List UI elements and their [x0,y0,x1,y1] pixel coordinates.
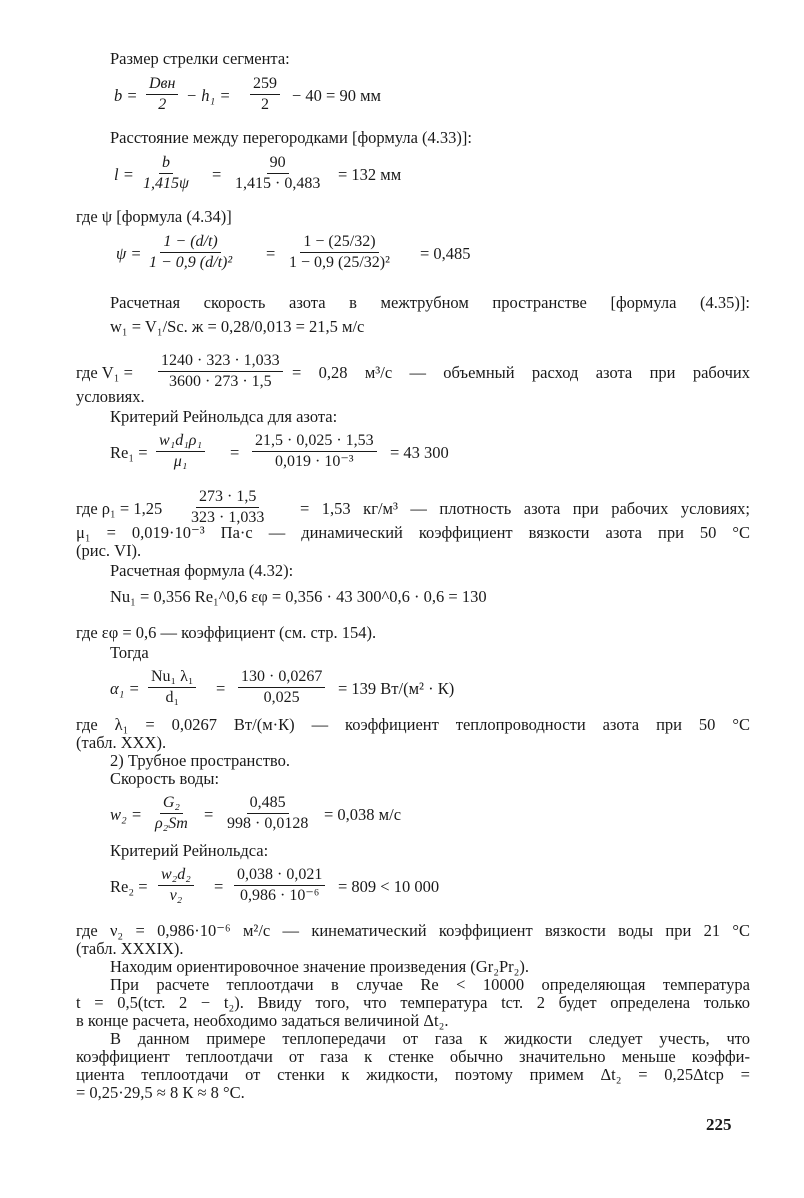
frac-den: 1 − 0,9 (25/32)² [289,254,390,271]
para1-line1: При расчете теплоотдачи в случае Re < 10000 определяющая температура [110,975,750,994]
frac-den: 1 − 0,9 (d/t)² [149,254,233,271]
frac-num: 0,485 [247,794,289,814]
kinematic-viscosity-line: где ν₂ = 0,986·10⁻⁶ м²/с — кинематический коэффициент вязкости воды при 21 °С [76,921,750,940]
segment-eq-lhs: b = [114,86,138,105]
frac-den: ρ₂Sт [155,815,188,832]
frac-num: 130 · 0,0267 [238,668,325,688]
frac-num: 1 − (25/32) [300,233,378,253]
baffle-eq-lhs: l = [114,165,134,184]
segment-eq-rhs: − 40 = 90 мм [292,86,381,105]
segment-heading: Размер стрелки сегмента: [110,49,290,68]
grashof-line: Находим ориентировочное значение произведения (Gr₂Pr₂). [110,957,529,976]
reynolds-water-rhs: = 809 < 10 000 [338,877,440,896]
reynolds-nitrogen-rhs: = 43 300 [390,443,449,462]
reynolds-nitrogen-frac-2 [252,432,377,471]
frac-den: μ₁ [173,453,188,470]
para2-line3: циента теплоотдачи от стенки к жидкости, поэтому примем Δt₂ = 0,25Δtср = [76,1065,750,1084]
frac-den: d₁ [165,689,180,706]
frac-den: 323 · 1,033 [191,509,265,526]
frac-den: 3600 · 273 · 1,5 [169,373,272,390]
baffle-eq-rhs: = 132 мм [338,165,402,184]
nusselt-eq: Nu₁ = 0,356 Re₁^0,6 εφ = 0,356 · 43 300^0,6 · 0,6 = 130 [110,587,487,606]
tube-space-item: 2) Трубное пространство. [110,751,290,770]
frac-den: 2 [261,96,269,113]
conductivity-ref: (табл. XXX). [76,733,167,752]
eq-sign: = [230,443,240,462]
reynolds-nitrogen-frac-1 [156,432,205,471]
frac-num: G₂ [160,794,183,814]
volume-flow-frac [158,352,283,391]
volume-flow-cont: условиях. [76,387,145,406]
volume-flow-lead: где V₁ = [76,363,133,382]
frac-den: 0,025 [263,689,300,706]
para1-line3: в конце расчета, необходимо задаться величиной Δt₂. [76,1011,449,1030]
density-frac [188,488,267,527]
water-velocity-heading: Скорость воды: [110,769,220,788]
frac-den: 1,415 · 0,483 [235,175,321,192]
psi-frac-1 [146,233,235,272]
eq-sign: = [204,805,214,824]
frac-num: Nu₁ λ₁ [148,668,196,688]
frac-num: 1240 · 323 · 1,033 [158,352,283,372]
frac-num: 1 − (d/t) [160,233,220,253]
water-velocity-frac-2 [224,794,311,833]
psi-frac-2 [286,233,393,272]
nitrogen-velocity-eq: w₁ = V₁/Sс. ж = 0,28/0,013 = 21,5 м/с [110,317,365,336]
segment-eq-mid: − h₁ = [186,86,231,105]
frac-num: w₁d₁ρ₁ [156,432,205,452]
para2-line2: коэффициент теплоотдачи от газа к стенке обычно значительно меньше коэффи- [76,1047,750,1066]
page-number: 225 [706,1115,732,1134]
frac-den: 2 [158,96,167,113]
frac-num: 21,5 · 0,025 · 1,53 [252,432,377,452]
frac-den: ν₂ [169,887,183,904]
reynolds-nitrogen-heading: Критерий Рейнольдса для азота: [110,407,338,426]
frac-num: 273 · 1,5 [196,488,259,508]
viscosity-ref: (рис. VI). [76,541,142,560]
segment-frac-2 [250,75,280,114]
eq-sign: = [214,877,224,896]
baffle-frac-1 [140,154,192,193]
water-velocity-frac-1 [152,794,191,833]
para2-line1: В данном примере теплопередачи от газа к жидкости следует учесть, что [110,1029,750,1048]
alpha-lhs: α₁ = [110,679,140,698]
eq-sign: = [212,165,222,184]
frac-den: 1,415ψ [143,175,189,192]
frac-den: 0,019 · 10⁻³ [275,453,354,470]
formula-heading: Расчетная формула (4.32): [110,561,294,580]
frac-num: b [159,154,173,174]
kinematic-viscosity-ref: (табл. XXXIX). [76,939,184,958]
reynolds-water-lhs: Re₂ = [110,877,148,896]
nitrogen-velocity-heading: Расчетная скорость азота в межтрубном пространстве [формула (4.35)]: [110,293,750,312]
alpha-frac-2 [238,668,325,707]
eq-sign: = [216,679,226,698]
baffle-frac-2 [232,154,323,193]
frac-den: 998 · 0,0128 [227,815,309,832]
volume-flow-rest: = 0,28 м³/с — объемный расход азота при рабочих [292,363,750,382]
psi-heading: где ψ [формула (4.34)] [76,207,232,226]
alpha-frac-1 [148,668,196,707]
frac-num: 259 [250,75,280,95]
reynolds-water-frac-1 [158,866,194,905]
density-rest: = 1,53 кг/м³ — плотность азота при рабочих условиях; [300,499,750,518]
baffle-heading: Расстояние между перегородками [формула (4.33)]: [110,128,472,147]
viscosity-line: μ₁ = 0,019·10⁻³ Па·с — динамический коэффициент вязкости азота при 50 °С [76,523,750,542]
reynolds-water-frac-2 [234,866,325,905]
reynolds-nitrogen-lhs: Re₁ = [110,443,148,462]
water-velocity-rhs: = 0,038 м/с [324,805,402,824]
frac-num: w₂d₂ [158,866,194,886]
psi-eq-lhs: ψ = [116,244,142,263]
density-lead: где ρ₁ = 1,25 [76,499,163,518]
psi-eq-rhs: = 0,485 [420,244,471,263]
frac-den: 0,986 · 10⁻⁶ [239,887,320,904]
frac-num: 90 [267,154,289,174]
eq-sign: = [266,244,276,263]
frac-num: Dвн [146,75,178,95]
para1-line2: t = 0,5(tст. 2 − t₂). Ввиду того, что температура tст. 2 будет определена только [76,993,750,1012]
segment-frac-1 [146,75,178,114]
para2-line4: = 0,25·29,5 ≈ 8 К ≈ 8 °С. [76,1083,245,1102]
reynolds-water-heading: Критерий Рейнольдса: [110,841,269,860]
conductivity-line: где λ₁ = 0,0267 Вт/(м·К) — коэффициент теплопроводности азота при 50 °С [76,715,750,734]
alpha-rhs: = 139 Вт/(м² · К) [338,679,455,698]
frac-num: 0,038 · 0,021 [234,866,325,886]
then-label: Тогда [110,643,149,662]
epsilon-note: где εφ = 0,6 — коэффициент (см. стр. 154). [76,623,377,642]
water-velocity-lhs: w₂ = [110,805,143,824]
